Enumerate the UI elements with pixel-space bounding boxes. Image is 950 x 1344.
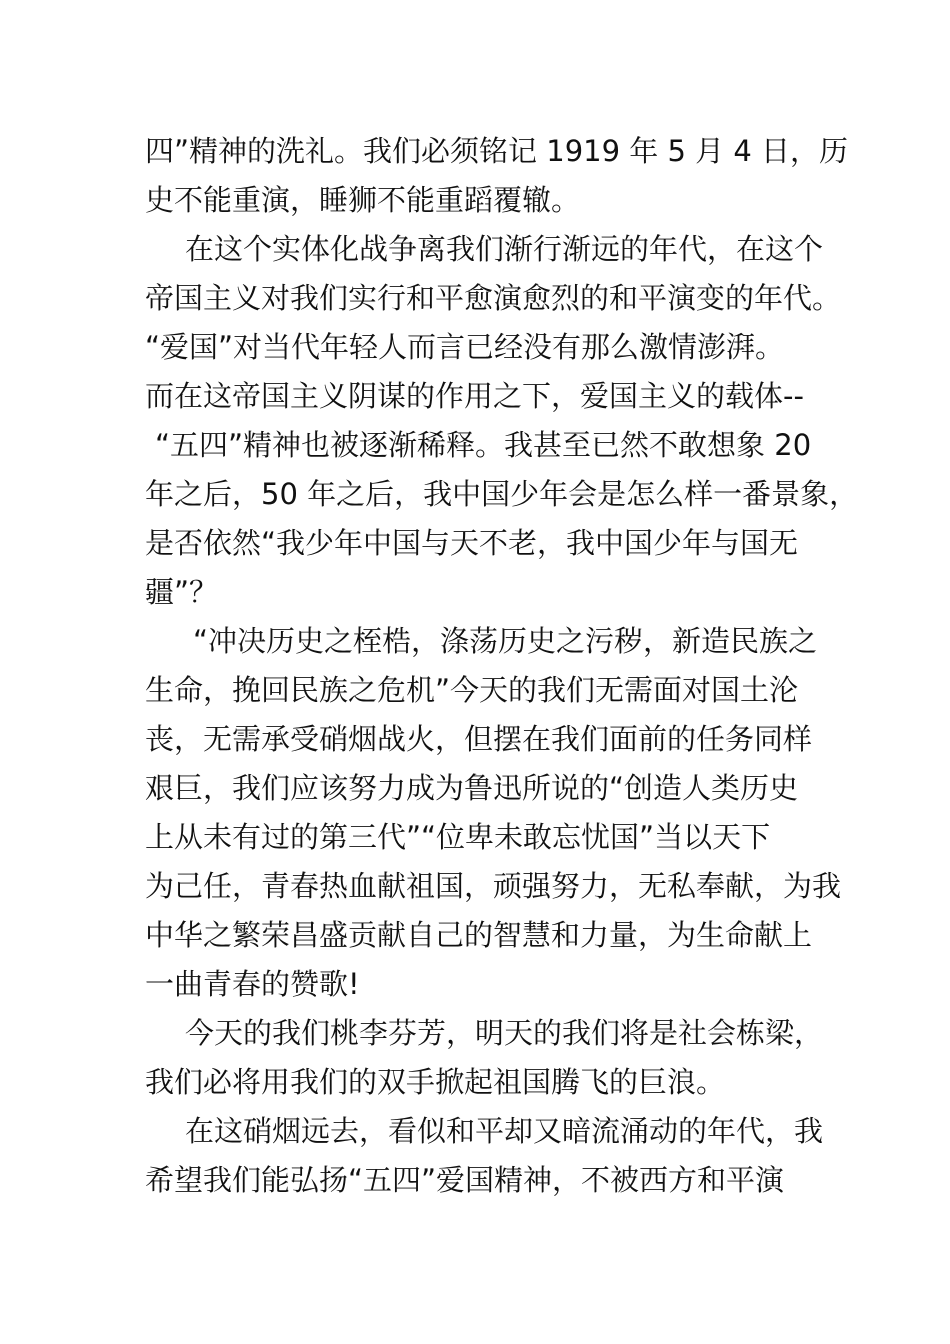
text-line-14: 艰巨，我们应该努力成为鲁迅所说的“创造人类历史	[145, 771, 799, 805]
text-line-12: 生命，挽回民族之危机”今天的我们无需面对国土沦	[145, 673, 799, 707]
text-line-21: 在这硝烟远去，看似和平却又暗流涌动的年代，我	[185, 1114, 824, 1148]
text-line-16: 为己任，青春热血献祖国，顽强努力，无私奉献，为我	[145, 869, 842, 903]
text-line-11: “冲决历史之桎梏，涤荡历史之污秽，新造民族之	[193, 624, 818, 658]
text-line-19: 今天的我们桃李芬芳，明天的我们将是社会栋梁，	[185, 1016, 824, 1050]
text-line-9: 是否依然“我少年中国与天不老，我中国少年与国无	[145, 526, 799, 560]
text-line-1: 四”精神的洗礼。我们必须铭记 1919 年 5 月 4 日，历	[145, 134, 849, 168]
text-line-2: 史不能重演，睡狮不能重蹈覆辙。	[145, 183, 581, 217]
text-line-4: 帝国主义对我们实行和平愈演愈烈的和平演变的年代。	[145, 281, 842, 315]
text-line-22: 希望我们能弘扬“五四”爱国精神，不被西方和平演	[145, 1163, 785, 1197]
text-line-13: 丧，无需承受硝烟战火，但摆在我们面前的任务同样	[145, 722, 813, 756]
text-line-20: 我们必将用我们的双手掀起祖国腾飞的巨浪。	[145, 1065, 726, 1099]
document-body	[145, 127, 859, 1205]
text-line-18: 一曲青春的赞歌!	[145, 967, 360, 1001]
text-line-17: 中华之繁荣昌盛贡献自己的智慧和力量，为生命献上	[145, 918, 813, 952]
text-line-8: 年之后，50 年之后，我中国少年会是怎么样一番景象，	[145, 477, 859, 511]
text-line-15: 上从未有过的第三代”“位卑未敢忘忧国”当以天下	[145, 820, 771, 854]
text-line-3: 在这个实体化战争离我们渐行渐远的年代，在这个	[185, 232, 824, 266]
text-line-5: “爱国”对当代年轻人而言已经没有那么激情澎湃。	[145, 330, 785, 364]
text-line-7: “五四”精神也被逐渐稀释。我甚至已然不敢想象 20	[155, 428, 812, 462]
text-line-10: 疆”？	[145, 575, 219, 609]
text-line-6: 而在这帝国主义阴谋的作用之下，爱国主义的载体--	[145, 379, 804, 413]
